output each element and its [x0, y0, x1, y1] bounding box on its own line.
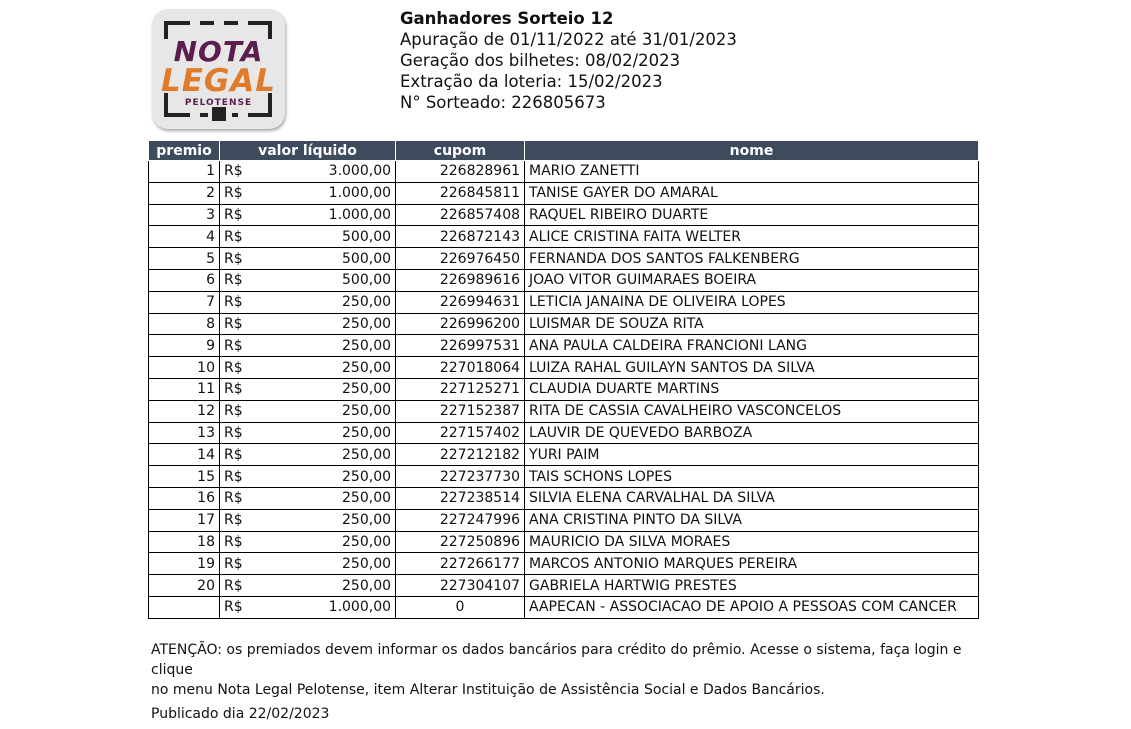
cell-currency: R$: [220, 248, 257, 270]
cell-cupom: 0: [396, 596, 525, 618]
cell-valor: 250,00: [257, 509, 396, 531]
cell-cupom: 226994631: [396, 291, 525, 313]
cell-cupom: 227238514: [396, 487, 525, 509]
header-nome: nome: [525, 141, 979, 161]
cell-premio: 13: [149, 422, 220, 444]
cell-currency: R$: [220, 596, 257, 618]
cell-premio: 18: [149, 531, 220, 553]
table-header-row: [149, 141, 979, 161]
cell-premio: 3: [149, 204, 220, 226]
cell-nome: SILVIA ELENA CARVALHAL DA SILVA: [525, 487, 979, 509]
cell-cupom: 227266177: [396, 553, 525, 575]
cell-valor: 500,00: [257, 248, 396, 270]
draw-header: [400, 8, 737, 113]
cell-valor: 1.000,00: [257, 182, 396, 204]
bank-data-notice: [151, 640, 991, 700]
cell-nome: JOAO VITOR GUIMARAES BOEIRA: [525, 269, 979, 291]
cell-currency: R$: [220, 357, 257, 379]
cell-currency: R$: [220, 291, 257, 313]
cell-premio: 7: [149, 291, 220, 313]
table-row: [149, 248, 979, 270]
table-row: [149, 553, 979, 575]
page-title: Ganhadores Sorteio 12: [400, 9, 614, 28]
cell-premio: 20: [149, 575, 220, 597]
cell-premio: 12: [149, 400, 220, 422]
table-row: [149, 226, 979, 248]
cell-valor: 250,00: [257, 378, 396, 400]
cell-premio: 16: [149, 487, 220, 509]
header-cupom: cupom: [396, 141, 525, 161]
cell-nome: MARIO ZANETTI: [525, 161, 979, 183]
header-valor-liquido: valor líquido: [220, 141, 396, 161]
cell-valor: 1.000,00: [257, 204, 396, 226]
cell-cupom: 227018064: [396, 357, 525, 379]
cell-nome: LETICIA JANAINA DE OLIVEIRA LOPES: [525, 291, 979, 313]
cell-currency: R$: [220, 444, 257, 466]
cell-valor: 250,00: [257, 357, 396, 379]
table-row: [149, 269, 979, 291]
cell-valor: 3.000,00: [257, 161, 396, 183]
cell-premio: 5: [149, 248, 220, 270]
table-row: [149, 204, 979, 226]
cell-nome: LUISMAR DE SOUZA RITA: [525, 313, 979, 335]
header-premio: premio: [149, 141, 220, 161]
drawn-number: N° Sorteado: 226805673: [400, 93, 606, 112]
cell-nome: LUIZA RAHAL GUILAYN SANTOS DA SILVA: [525, 357, 979, 379]
table-row: [149, 400, 979, 422]
cell-premio: 8: [149, 313, 220, 335]
cell-nome: MAURICIO DA SILVA MORAES: [525, 531, 979, 553]
cell-valor: 250,00: [257, 553, 396, 575]
cell-premio: 2: [149, 182, 220, 204]
notice-line-2: no menu Nota Legal Pelotense, item Alterar Instituição de Assistência Social e Dados Bancários.: [151, 682, 825, 698]
cell-premio: 11: [149, 378, 220, 400]
cell-cupom: 226989616: [396, 269, 525, 291]
cell-premio: 17: [149, 509, 220, 531]
logo-legal-text: LEGAL: [160, 63, 277, 99]
cell-cupom: 226857408: [396, 204, 525, 226]
table-row: [149, 444, 979, 466]
cell-valor: 1.000,00: [257, 596, 396, 618]
cell-nome: ALICE CRISTINA FAITA WELTER: [525, 226, 979, 248]
table-row: [149, 596, 979, 618]
cell-premio: 4: [149, 226, 220, 248]
logo-pelotense-text: PELOTENSE: [184, 98, 253, 108]
cell-nome: RITA DE CASSIA CAVALHEIRO VASCONCELOS: [525, 400, 979, 422]
table-row: [149, 313, 979, 335]
cell-cupom: 227250896: [396, 531, 525, 553]
cell-currency: R$: [220, 313, 257, 335]
cell-currency: R$: [220, 509, 257, 531]
cell-currency: R$: [220, 269, 257, 291]
cell-currency: R$: [220, 161, 257, 183]
cell-premio: 9: [149, 335, 220, 357]
cell-cupom: 226976450: [396, 248, 525, 270]
cell-cupom: 227247996: [396, 509, 525, 531]
cell-currency: R$: [220, 422, 257, 444]
lottery-extraction-date: Extração da loteria: 15/02/2023: [400, 72, 663, 91]
cell-currency: R$: [220, 400, 257, 422]
logo-nota-text: NOTA: [173, 35, 264, 68]
cell-currency: R$: [220, 553, 257, 575]
cell-nome: GABRIELA HARTWIG PRESTES: [525, 575, 979, 597]
cell-cupom: 227157402: [396, 422, 525, 444]
cell-premio: 6: [149, 269, 220, 291]
cell-valor: 250,00: [257, 422, 396, 444]
cell-nome: CLAUDIA DUARTE MARTINS: [525, 378, 979, 400]
cell-currency: R$: [220, 335, 257, 357]
notice-line-1: ATENÇÃO: os premiados devem informar os dados bancários para crédito do prêmio. Acesse o sistema, faça login e clique: [151, 642, 962, 678]
cell-valor: 250,00: [257, 313, 396, 335]
cell-cupom: 226997531: [396, 335, 525, 357]
cell-currency: R$: [220, 575, 257, 597]
cell-nome: ANA CRISTINA PINTO DA SILVA: [525, 509, 979, 531]
cell-nome: TANISE GAYER DO AMARAL: [525, 182, 979, 204]
cell-valor: 250,00: [257, 400, 396, 422]
cell-cupom: 226996200: [396, 313, 525, 335]
cell-nome: YURI PAIM: [525, 444, 979, 466]
table-row: [149, 357, 979, 379]
winners-table-body: [149, 161, 979, 619]
table-row: [149, 466, 979, 488]
cell-valor: 250,00: [257, 575, 396, 597]
cell-currency: R$: [220, 378, 257, 400]
cell-premio: 10: [149, 357, 220, 379]
table-row: [149, 182, 979, 204]
cell-valor: 500,00: [257, 226, 396, 248]
cell-cupom: 226872143: [396, 226, 525, 248]
cell-currency: R$: [220, 487, 257, 509]
table-row: [149, 161, 979, 183]
cell-cupom: 227304107: [396, 575, 525, 597]
cell-currency: R$: [220, 182, 257, 204]
cell-cupom: 226828961: [396, 161, 525, 183]
table-row: [149, 378, 979, 400]
cell-premio: 14: [149, 444, 220, 466]
cell-valor: 250,00: [257, 444, 396, 466]
cell-valor: 250,00: [257, 335, 396, 357]
cell-cupom: 227237730: [396, 466, 525, 488]
table-row: [149, 422, 979, 444]
cell-nome: TAIS SCHONS LOPES: [525, 466, 979, 488]
cell-cupom: 227152387: [396, 400, 525, 422]
winners-table: [148, 140, 979, 619]
table-row: [149, 335, 979, 357]
cell-nome: ANA PAULA CALDEIRA FRANCIONI LANG: [525, 335, 979, 357]
cell-cupom: 227212182: [396, 444, 525, 466]
cell-premio: 1: [149, 161, 220, 183]
cell-currency: R$: [220, 531, 257, 553]
cell-nome: AAPECAN - ASSOCIACAO DE APOIO A PESSOAS COM CANCER: [525, 596, 979, 618]
published-date: Publicado dia 22/02/2023: [151, 706, 330, 722]
table-row: [149, 291, 979, 313]
cell-valor: 500,00: [257, 269, 396, 291]
cell-valor: 250,00: [257, 466, 396, 488]
table-row: [149, 509, 979, 531]
ticket-generation-date: Geração dos bilhetes: 08/02/2023: [400, 51, 681, 70]
cell-currency: R$: [220, 466, 257, 488]
table-row: [149, 575, 979, 597]
nota-legal-logo: [152, 9, 287, 131]
cell-currency: R$: [220, 226, 257, 248]
cell-premio: 15: [149, 466, 220, 488]
cell-nome: LAUVIR DE QUEVEDO BARBOZA: [525, 422, 979, 444]
cell-valor: 250,00: [257, 291, 396, 313]
cell-valor: 250,00: [257, 531, 396, 553]
cell-cupom: 227125271: [396, 378, 525, 400]
cell-premio: [149, 596, 220, 618]
table-row: [149, 531, 979, 553]
apuracao-period: Apuração de 01/11/2022 até 31/01/2023: [400, 30, 737, 49]
cell-nome: MARCOS ANTONIO MARQUES PEREIRA: [525, 553, 979, 575]
cell-nome: FERNANDA DOS SANTOS FALKENBERG: [525, 248, 979, 270]
cell-nome: RAQUEL RIBEIRO DUARTE: [525, 204, 979, 226]
cell-currency: R$: [220, 204, 257, 226]
cell-cupom: 226845811: [396, 182, 525, 204]
table-row: [149, 487, 979, 509]
cell-premio: 19: [149, 553, 220, 575]
cell-valor: 250,00: [257, 487, 396, 509]
